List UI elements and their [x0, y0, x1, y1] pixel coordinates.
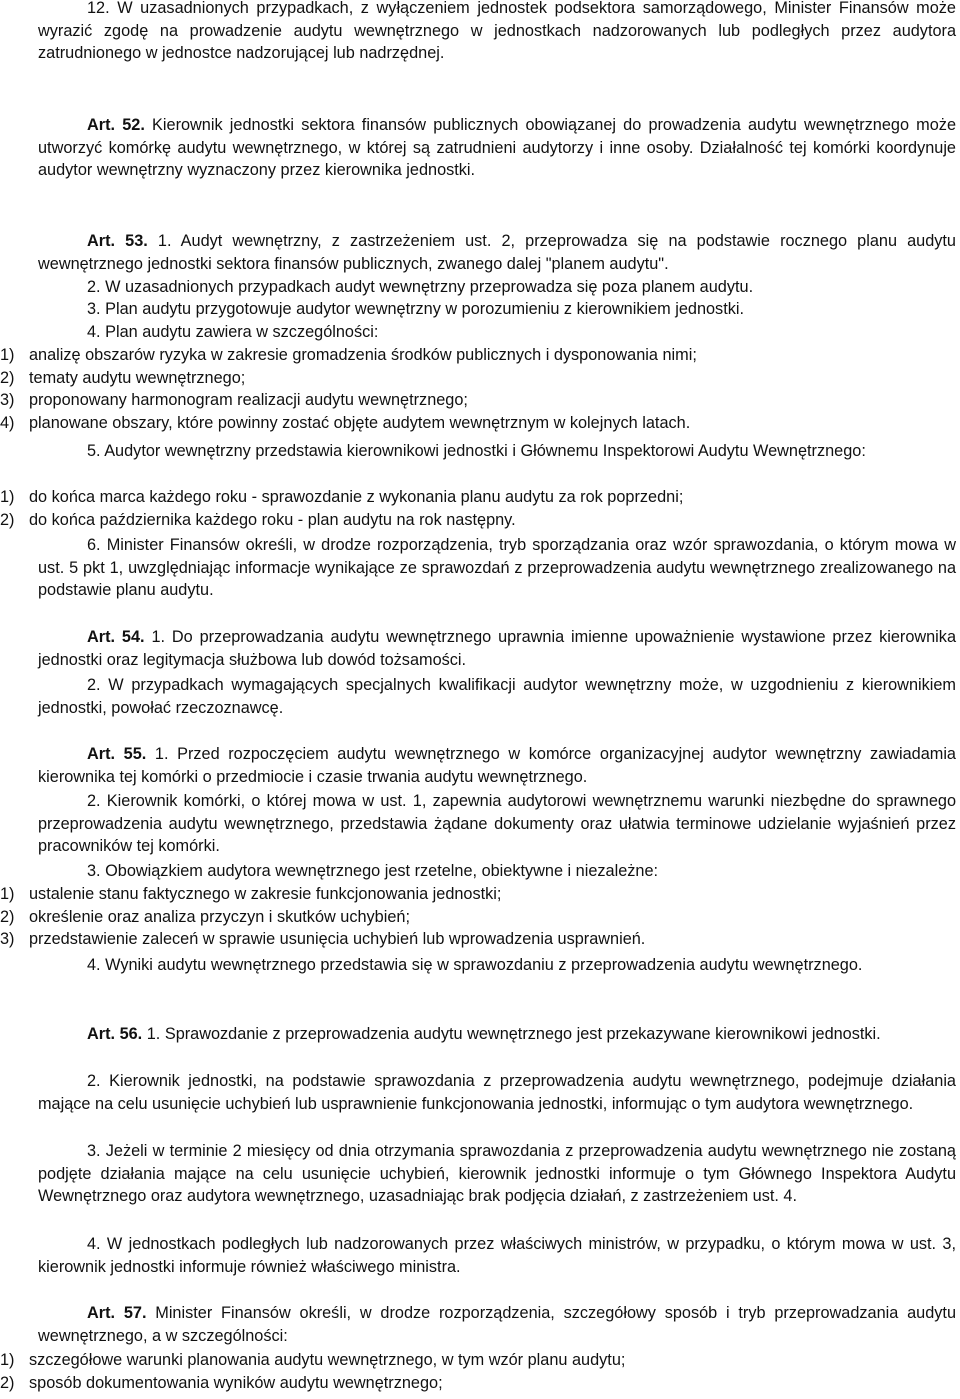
paragraph-text: 2. Kierownik komórki, o której mowa w ust. 1, zapewnia audytorowi wewnętrznemu warunki niezbędne do sprawnego przeprowadzenia audytu wewnętrznego, przedstawia żądane dokumenty oraz ułatwia terminowe udzielanie wyjaśnień przez pracowników tej komórki.: [38, 792, 956, 856]
list-item: [0, 906, 956, 929]
article-57-list: [0, 1349, 956, 1394]
paragraph-text: 2. Kierownik jednostki, na podstawie sprawozdania z przeprowadzenia audytu wewnętrznego, podejmuje działania mające na celu usunięcie uchybień lub usprawnienie funkcjonowania jednostki, informując o tym audytora wewnętrznego.: [38, 1072, 956, 1113]
list-item: [0, 367, 956, 390]
article-55-ust-2: [38, 790, 956, 858]
list-item: [0, 412, 956, 435]
paragraph-ust-12: [38, 0, 956, 65]
list-item: [0, 486, 956, 509]
paragraph-text: 3. Plan audytu przygotowuje audytor wewnętrzny w porozumieniu z kierownikiem jednostki.: [87, 300, 744, 318]
article-53-ust-5: [38, 440, 956, 463]
list-item-number: 1): [0, 885, 15, 903]
list-item: [0, 1349, 956, 1372]
paragraph-text: 2. W uzasadnionych przypadkach audyt wewnętrzny przeprowadza się poza planem audytu.: [87, 278, 754, 296]
list-item-text: planowane obszary, które powinny zostać objęte audytem wewnętrznym w kolejnych latach.: [29, 413, 691, 432]
list-item-number: 2): [0, 1373, 15, 1392]
article-56-ust-4: [38, 1233, 956, 1278]
paragraph-text: 2. W przypadkach wymagających specjalnych kwalifikacji audytor wewnętrzny może, w uzgodnieniu z kierownikiem jednostki, powołać rzeczoznawcę.: [38, 676, 956, 717]
article-text: 1. Przed rozpoczęciem audytu wewnętrznego w komórce organizacyjnej audytor wewnętrzny zawiadamia kierownika tej komórki o przedmiocie i czasie trwania audytu wewnętrznego.: [38, 745, 956, 786]
article-54-ust-1: [38, 626, 956, 671]
paragraph-text: 6. Minister Finansów określi, w drodze rozporządzenia, tryb sporządzania oraz wzór sprawozdania, o którym mowa w ust. 5 pkt 1, uwzględniając informacje wynikające ze sprawozdań z przeprowadzenia audytu wewnętrznego zrealizowanego na podstawie planu audytu.: [38, 536, 956, 600]
article-55-ust-3: [38, 860, 956, 883]
article-56-ust-1: [38, 1023, 956, 1046]
article-54-ust-2: [38, 674, 956, 719]
article-53-ust-3: [38, 298, 956, 321]
list-item-text: do końca marca każdego roku - sprawozdanie z wykonania planu audytu za rok poprzedni;: [29, 488, 684, 506]
article-52: [38, 114, 956, 182]
article-text: 1. Sprawozdanie z przeprowadzenia audytu wewnętrznego jest przekazywane kierownikowi jednostki.: [142, 1025, 881, 1043]
article-56-ust-2: [38, 1070, 956, 1115]
list-item-number: 1): [0, 1351, 15, 1369]
article-53-ust-6: [38, 534, 956, 602]
paragraph-text: 4. W jednostkach podległych lub nadzorowanych przez właściwych ministrów, w przypadku, o którym mowa w ust. 3, kierownik jednostki informuje również właściwego ministra.: [38, 1235, 956, 1276]
list-item-number: 4): [0, 413, 15, 432]
article-text: Minister Finansów określi, w drodze rozporządzenia, szczegółowy sposób i tryb przeprowadzania audytu wewnętrznego, a w szczególności:: [38, 1304, 956, 1345]
article-56-ust-3: [38, 1140, 956, 1208]
list-item-number: 1): [0, 488, 15, 506]
list-item-number: 3): [0, 930, 15, 949]
list-item-number: 1): [0, 346, 15, 364]
list-item-number: 2): [0, 907, 15, 926]
list-item-text: ustalenie stanu faktycznego w zakresie funkcjonowania jednostki;: [29, 885, 502, 903]
article-label: Art. 55.: [87, 745, 147, 763]
list-item-text: sposób dokumentowania wyników audytu wewnętrznego;: [29, 1373, 443, 1392]
paragraph-text: 12. W uzasadnionych przypadkach, z wyłączeniem jednostek podsektora samorządowego, Minister Finansów może wyrazić zgodę na prowadzenie audytu wewnętrznego w jednostkach nadzorowanych lub podległych przez audytora zatrudnionego w jednostce nadzorującej lub nadrzędnej.: [38, 0, 956, 63]
list-item-number: 2): [0, 368, 15, 387]
article-53-ust-4-list: [0, 344, 956, 434]
list-item-text: do końca października każdego roku - plan audytu na rok następny.: [29, 510, 516, 529]
list-item-text: przedstawienie zaleceń w sprawie usunięcia uchybień lub wprowadzenia usprawnień.: [29, 930, 646, 949]
paragraph-text: 3. Jeżeli w terminie 2 miesięcy od dnia otrzymania sprawozdania z przeprowadzenia audytu wewnętrznego nie zostaną podjęte działania mające na celu usunięcie uchybień, kierownik jednostki informuje o tym Głównego Inspektora Audytu Wewnętrznego oraz audytora wewnętrznego, uzasadniając brak podjęcia działań, z zastrzeżeniem ust. 4.: [38, 1142, 956, 1206]
list-item-number: 3): [0, 391, 15, 410]
article-label: Art. 52.: [87, 116, 145, 134]
paragraph-text: 5. Audytor wewnętrzny przedstawia kierownikowi jednostki i Głównemu Inspektorowi Audytu Wewnętrznego:: [87, 442, 866, 460]
article-53-ust-4: [38, 321, 956, 344]
article-57: [38, 1302, 956, 1347]
list-item: [0, 389, 956, 412]
article-label: Art. 53.: [87, 232, 148, 250]
article-55-ust-1: [38, 743, 956, 788]
article-text: Kierownik jednostki sektora finansów publicznych obowiązanej do prowadzenia audytu wewnętrznego może utworzyć komórkę audytu wewnętrznego, w której są zatrudnieni audytorzy i inne osoby. Działalność tej komórki koordynuje audytor wewnętrzny wyznaczony przez kierownika jednostki.: [38, 116, 956, 180]
article-53-ust-1: [38, 230, 956, 275]
article-label: Art. 54.: [87, 628, 145, 646]
list-item: [0, 509, 956, 532]
article-text: 1. Do przeprowadzania audytu wewnętrznego uprawnia imienne upoważnienie wystawione przez kierownika jednostki oraz legitymacja służbowa lub dowód tożsamości.: [38, 628, 956, 669]
paragraph-text: 3. Obowiązkiem audytora wewnętrznego jest rzetelne, obiektywne i niezależne:: [87, 862, 659, 880]
article-55-ust-3-list: [0, 883, 956, 951]
list-item: [0, 883, 956, 906]
list-item-text: określenie oraz analiza przyczyn i skutków uchybień;: [29, 907, 410, 926]
paragraph-text: 4. Plan audytu zawiera w szczególności:: [87, 323, 379, 341]
list-item: [0, 344, 956, 367]
article-53-ust-2: [38, 276, 956, 299]
list-item-text: tematy audytu wewnętrznego;: [29, 368, 246, 387]
list-item-text: szczegółowe warunki planowania audytu wewnętrznego, w tym wzór planu audytu;: [29, 1351, 626, 1369]
list-item: [0, 928, 956, 951]
article-label: Art. 56.: [87, 1025, 143, 1043]
article-55-ust-4: [38, 954, 956, 977]
list-item: [0, 1372, 956, 1395]
list-item-text: proponowany harmonogram realizacji audytu wewnętrznego;: [29, 391, 468, 410]
article-label: Art. 57.: [87, 1304, 147, 1322]
list-item-number: 2): [0, 510, 15, 529]
article-53-ust-5-list: [0, 486, 956, 531]
list-item-text: analizę obszarów ryzyka w zakresie gromadzenia środków publicznych i dysponowania nimi;: [29, 346, 697, 364]
paragraph-text: 4. Wyniki audytu wewnętrznego przedstawia się w sprawozdaniu z przeprowadzenia audytu wewnętrznego.: [87, 956, 863, 974]
article-text: 1. Audyt wewnętrzny, z zastrzeżeniem ust. 2, przeprowadza się na podstawie rocznego planu audytu wewnętrznego jednostki sektora finansów publicznych, zwanego dalej "planem audytu".: [38, 232, 956, 273]
